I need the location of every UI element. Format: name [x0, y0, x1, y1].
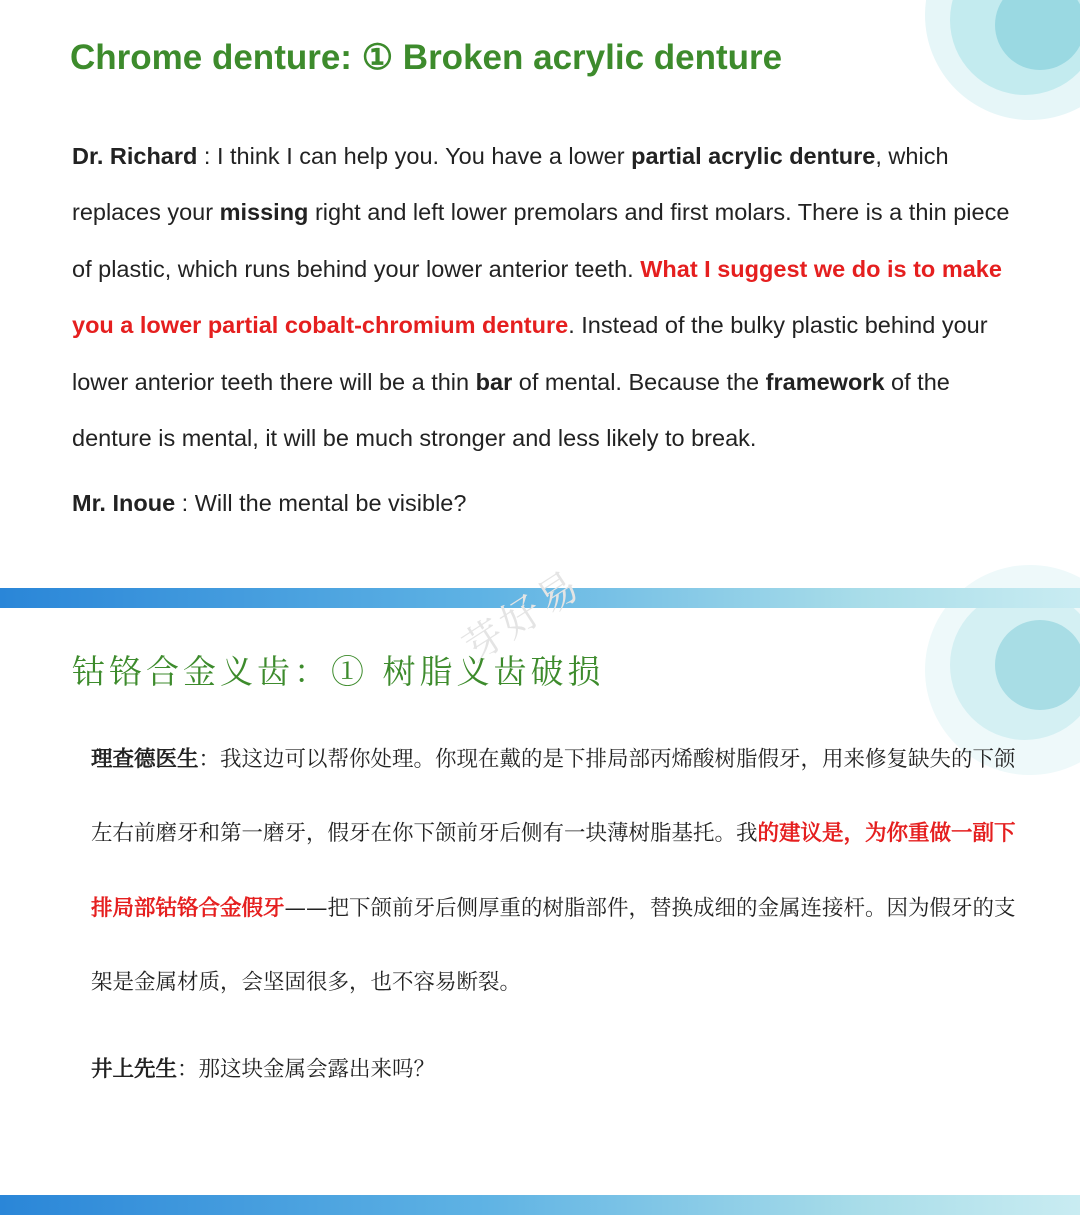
speaker-dr-richard: Dr. Richard [72, 143, 198, 169]
english-title: Chrome denture: ① Broken acrylic denture [70, 38, 783, 77]
keyword-missing: missing [219, 199, 309, 226]
chinese-title: 钴铬合金义齿：① 树脂义齿破损 [72, 652, 605, 691]
chinese-dialogue-paragraph [91, 723, 1031, 1020]
speaker-separator: : [175, 490, 195, 516]
text-segment: of mental. Because the [512, 368, 766, 395]
speaker-mr-inoue-zh: 井上先生 [91, 1057, 178, 1082]
text-segment: , which replaces your [72, 143, 949, 226]
text-segment: . Instead of the bulky plastic behind your lower anterior teeth there will be a thin [72, 312, 988, 395]
speaker-separator: : [197, 143, 217, 169]
text-segment: of the denture is mental, it will be much stronger and less likely to break. [72, 368, 950, 452]
question-text: Will the mental be visible? [194, 490, 467, 516]
speaker-dr-richard-zh: 理查德医生 [91, 747, 199, 772]
keyword-bar: bar [475, 368, 513, 395]
highlight-suggestion-zh: 的建议是，为你重做一副下排局部钴铬合金假牙 [91, 821, 1016, 921]
english-dialogue-paragraph [72, 128, 1017, 466]
speaker-mr-inoue: Mr. Inoue [72, 490, 176, 516]
text-segment: right and left lower premolars and first molars. There is a thin piece of plastic, which runs behind your lower anterior teeth. [72, 199, 1010, 282]
watermark: 芽好易 [455, 561, 591, 672]
decor-circle-inner-bottom [995, 620, 1080, 710]
chinese-question-line [91, 1052, 435, 1083]
text-segment: I think I can help you. You have a lower [216, 143, 632, 169]
text-segment: 我这边可以帮你处理。你现在戴的是下排局部丙烯酸树脂假牙，用来修复缺失的下颌左右前磨牙和第一磨牙，假牙在你下颌前牙后侧有一块薄树脂基托。我 [91, 747, 1016, 847]
question-text-zh: 那这块金属会露出来吗？ [198, 1057, 436, 1082]
speaker-separator: ： [177, 1057, 199, 1082]
keyword-framework: framework [765, 368, 885, 395]
highlight-suggestion: What I suggest we do is to make you a lower partial cobalt-chromium denture [72, 255, 1002, 339]
text-segment: ——把下颌前牙后侧厚重的树脂部件，替换成细的金属连接杆。因为假牙的支架是金属材质，会坚固很多，也不容易断裂。 [91, 895, 1016, 995]
speaker-separator: ： [198, 747, 221, 772]
keyword-partial-acrylic-denture: partial acrylic denture [631, 143, 876, 169]
english-question-line [72, 490, 466, 517]
footer-gradient-bar [0, 1195, 1080, 1215]
